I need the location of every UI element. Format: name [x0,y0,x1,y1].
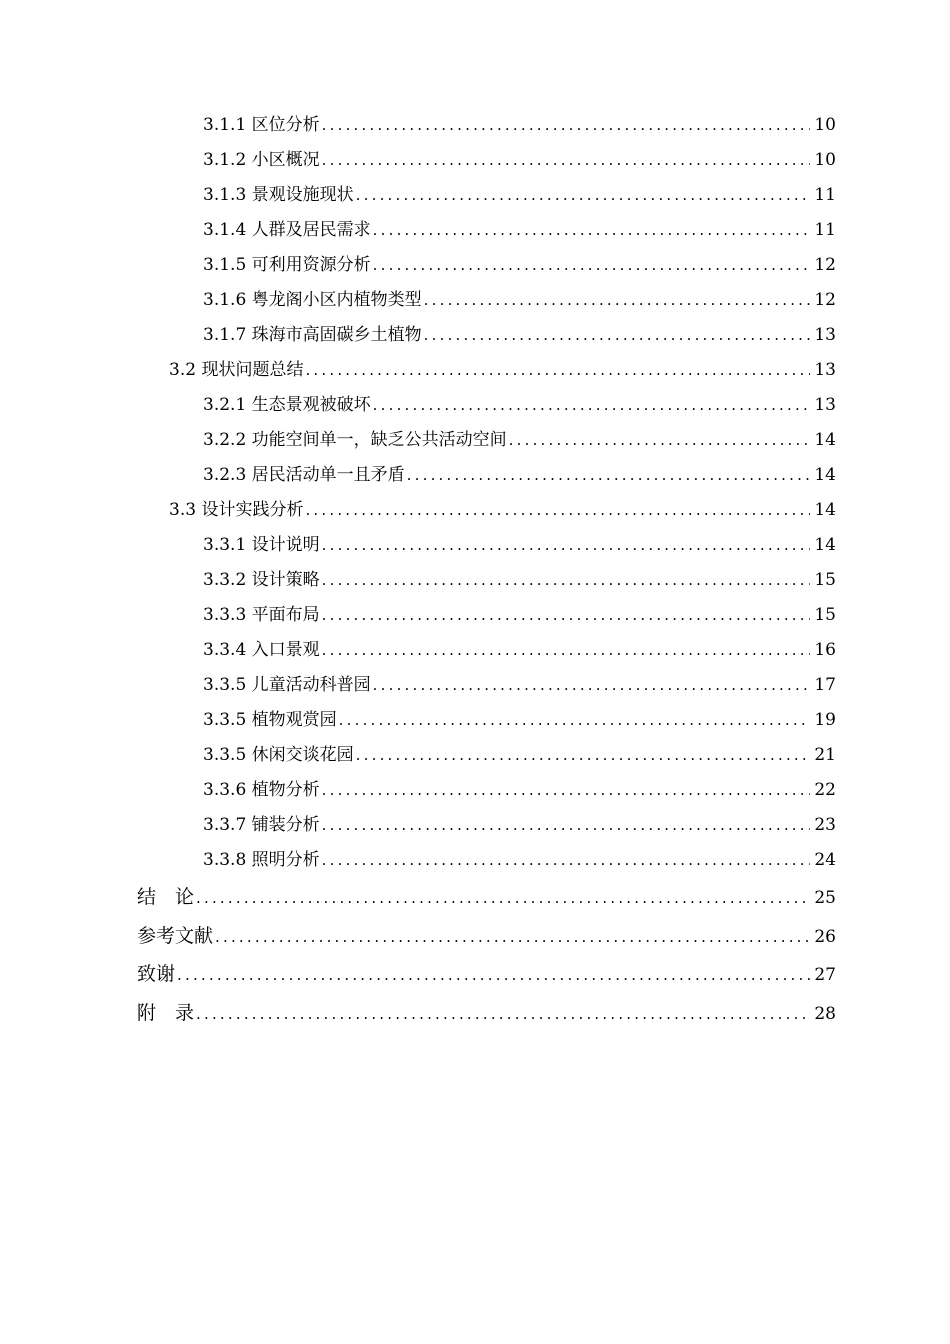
toc-entry-title: 3.1.2 小区概况 [203,150,320,170]
toc-dot-leader [305,493,810,528]
toc-page-number: 13 [814,360,836,380]
toc-page-number: 12 [814,255,836,275]
toc-page-number: 14 [814,500,836,520]
toc-entry-title: 附 录 [137,1001,195,1024]
toc-page-number: 13 [814,325,836,345]
toc-entry-title: 3.1.3 景观设施现状 [203,185,354,205]
toc-entry-title: 3.1.7 珠海市高固碳乡土植物 [203,325,422,345]
toc-entry-3-1-5[interactable] [0,248,836,283]
toc-entry-3-3[interactable] [0,493,836,528]
toc-dot-leader [339,703,811,738]
toc-entry-title: 3.1.6 粤龙阁小区内植物类型 [203,290,422,310]
toc-dot-leader [373,248,811,283]
toc-entry-title: 3.3.3 平面布局 [203,605,320,625]
toc-entry-title: 3.3.5 儿童活动科普园 [203,675,371,695]
toc-entry-3-2-2[interactable] [0,423,836,458]
table-of-contents [0,108,950,1032]
toc-entry-title: 3.1.1 区位分析 [203,115,320,135]
toc-dot-leader [215,918,810,957]
toc-page-number: 11 [814,220,836,240]
toc-entry-3-3-5-leisure[interactable] [0,738,836,773]
toc-entry-3-3-8[interactable] [0,843,836,878]
toc-page-number: 17 [814,675,836,695]
toc-entry-title: 3.2.1 生态景观被破坏 [203,395,371,415]
toc-entry-title: 3.2 现状问题总结 [169,360,304,380]
toc-entry-title: 结 论 [137,886,195,908]
toc-entry-3-1-3[interactable] [0,178,836,213]
toc-entry-appendix[interactable] [0,994,836,1033]
toc-page-number: 27 [814,965,836,985]
toc-entry-3-1-6[interactable] [0,283,836,318]
toc-entry-conclusion[interactable] [0,878,836,917]
toc-dot-leader [177,956,810,995]
toc-dot-leader [373,388,811,423]
toc-dot-leader [196,995,810,1034]
toc-dot-leader [509,423,811,458]
toc-dot-leader [373,668,811,703]
toc-page-number: 22 [814,780,836,800]
toc-entry-title: 致谢 [137,963,176,985]
toc-dot-leader [322,143,811,178]
toc-entry-acknowledgements[interactable] [0,955,836,994]
toc-page-number: 24 [814,850,836,870]
toc-entry-3-3-1[interactable] [0,528,836,563]
toc-page-number: 28 [814,1003,836,1024]
toc-entry-3-2-1[interactable] [0,388,836,423]
toc-entry-3-1-2[interactable] [0,143,836,178]
toc-page-number: 11 [814,185,836,205]
toc-entry-title: 3.2.2 功能空间单一，缺乏公共活动空间 [203,430,507,450]
toc-dot-leader [322,528,811,563]
toc-dot-leader [322,633,811,668]
toc-page-number: 16 [814,640,836,660]
toc-entry-3-1-1[interactable] [0,108,836,143]
toc-dot-leader [322,773,811,808]
toc-dot-leader [305,353,810,388]
toc-entry-3-3-6[interactable] [0,773,836,808]
toc-dot-leader [322,563,811,598]
toc-dot-leader [373,213,811,248]
toc-dot-leader [322,808,811,843]
toc-entry-3-2[interactable] [0,353,836,388]
toc-entry-title: 3.3.2 设计策略 [203,570,320,590]
toc-dot-leader [322,843,811,878]
toc-entry-title: 3.3.8 照明分析 [203,850,320,870]
toc-dot-leader [407,458,811,493]
toc-page-number: 14 [814,430,836,450]
toc-entry-3-3-7[interactable] [0,808,836,843]
toc-entry-3-3-4[interactable] [0,633,836,668]
toc-entry-title: 3.2.3 居民活动单一且矛盾 [203,465,405,485]
toc-entry-3-3-5-children[interactable] [0,668,836,703]
toc-dot-leader [356,738,811,773]
toc-page-number: 14 [814,465,836,485]
toc-page-number: 23 [814,815,836,835]
toc-page-number: 15 [814,605,836,625]
toc-entry-title: 3.3.5 休闲交谈花园 [203,745,354,765]
toc-page-number: 10 [814,115,836,135]
toc-page-number: 15 [814,570,836,590]
toc-dot-leader [424,318,811,353]
toc-entry-3-2-3[interactable] [0,458,836,493]
toc-entry-title: 3.3.1 设计说明 [203,535,320,555]
toc-entry-title: 3.1.5 可利用资源分析 [203,255,371,275]
toc-page-number: 25 [814,888,836,908]
toc-entry-title: 3.3.4 入口景观 [203,640,320,660]
toc-entry-3-1-7[interactable] [0,318,836,353]
toc-dot-leader [196,879,810,918]
toc-entry-references[interactable] [0,917,836,956]
toc-page-number: 26 [814,926,836,947]
toc-entry-3-3-5-plants[interactable] [0,703,836,738]
toc-entry-title: 3.3.5 植物观赏园 [203,710,337,730]
toc-dot-leader [424,283,811,318]
toc-dot-leader [322,108,811,143]
toc-entry-title: 3.3 设计实践分析 [169,500,304,520]
toc-entry-title: 3.3.7 铺装分析 [203,815,320,835]
toc-entry-3-3-3[interactable] [0,598,836,633]
toc-page-number: 14 [814,535,836,555]
toc-entry-title: 参考文献 [137,924,214,947]
toc-entry-title: 3.1.4 人群及居民需求 [203,220,371,240]
toc-page-number: 10 [814,150,836,170]
toc-page-number: 13 [814,395,836,415]
toc-dot-leader [322,598,811,633]
toc-entry-title: 3.3.6 植物分析 [203,780,320,800]
toc-dot-leader [356,178,811,213]
toc-page-number: 21 [814,745,836,765]
toc-page-number: 12 [814,290,836,310]
toc-entry-3-3-2[interactable] [0,563,836,598]
toc-page-number: 19 [814,710,836,730]
toc-entry-3-1-4[interactable] [0,213,836,248]
